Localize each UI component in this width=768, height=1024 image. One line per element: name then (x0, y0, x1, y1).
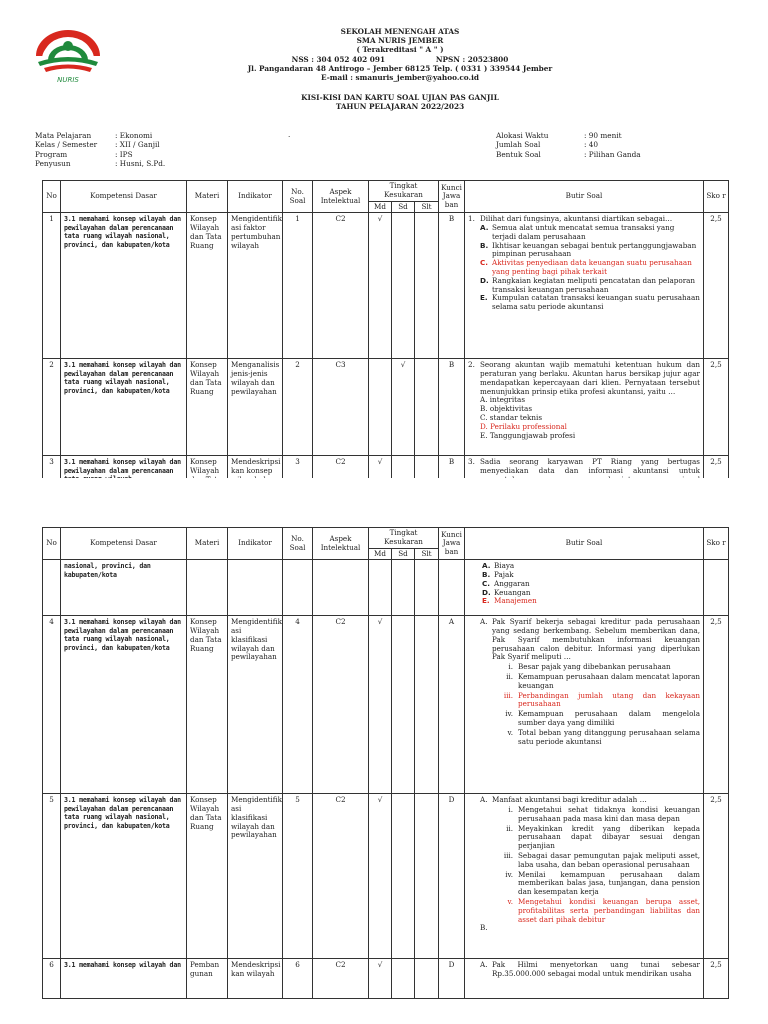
cell-indikator (228, 560, 283, 616)
cell-indikator: Mengidentifik asi klasifikasi wilayah dan pewilayahan (228, 616, 283, 794)
kisi-kisi-table (42, 180, 729, 505)
title-line: TAHUN PELAJARAN 2022/2023 (335, 102, 465, 112)
cell-materi: Konsep Wilayah (187, 456, 228, 505)
cell-kompetensi: nasional, provinci, dan kabupaten/kota (61, 560, 187, 616)
statement-ii (498, 673, 700, 691)
cell-skor: 2,5 (704, 794, 729, 959)
statement-iii-correct (498, 692, 700, 710)
table-row (43, 213, 729, 359)
school-line: E-mail : smanuris_jember@yahoo.co.id (321, 72, 479, 82)
statement-text: Besar pajak yang dibebankan perusahaan (518, 662, 671, 672)
cell-aspek: C2 (313, 213, 369, 359)
option-letter: A. (480, 223, 489, 233)
cell-kompetensi: 3.1 memahami konsep wilayah dan pewilayahan dalam perencanaan tata ruang wilayah nasional, provinci, dan kabupaten/kota (61, 616, 187, 794)
table-row (43, 560, 729, 616)
kisi-kisi-table-continued (42, 527, 729, 999)
question-text: Pak Syarif bekerja sebagai kreditur pada perusahaan yang sedang berkembang. Sebelum memberikan dana, Pak Syarif membutuhkan informasi keuangan perusahaan calon debitur. Informasi yang diperlukan Pak Syarif meliputi … (492, 617, 700, 662)
cell-skor: 2,5 (704, 359, 729, 456)
col-tingkat: Tingkat Kesukaran (369, 528, 439, 549)
statement-i (498, 663, 700, 672)
option-a (480, 224, 700, 242)
col-materi: Materi (187, 528, 228, 560)
cell-materi: Konsep Wilayah dan Tata Ruang (187, 359, 228, 456)
school-line: Jl. Pangandaran 48 Antirogo – Jember 68125 Telp. ( 0331 ) 339544 Jember (247, 63, 553, 73)
cell-no: 6 (43, 959, 61, 999)
table-row (43, 959, 729, 999)
cell-no: 5 (43, 794, 61, 959)
cell-slt (415, 616, 439, 794)
statement-text: Perbandingan jumlah utang dan kekayaan perusahaan (518, 690, 700, 709)
statement-v-correct (498, 898, 700, 924)
col-no-soal: No. Soal (283, 181, 313, 213)
meta-row (496, 140, 641, 149)
col-kunci: Kunci Jawa ban (439, 181, 465, 213)
cell-indikator: Mengidentifik asi klasifikasi wilayah dan pewilayahan (228, 794, 283, 959)
meta-row (496, 131, 641, 140)
statement-text: Mengetahui kondisi keuangan berupa asset, profitabilitas serta perbandingan liabilitas dan asset dari pihak debitur (518, 896, 700, 924)
cell-kunci: B (439, 456, 465, 505)
statement-ii (498, 825, 700, 851)
cell-no-soal: 2 (283, 359, 313, 456)
meta-left (35, 131, 305, 169)
statement-text: Total beban yang ditanggung perusahaan selama satu periode akuntansi (518, 727, 700, 746)
cell-aspek: C2 (313, 794, 369, 959)
option-text: Biaya (494, 561, 515, 571)
col-no: No (43, 528, 61, 560)
cell-no (43, 560, 61, 616)
meta-row (35, 159, 305, 168)
cell-butir-soal (465, 959, 704, 999)
question (480, 618, 700, 662)
cell-kompetensi: 3.1 memahami konsep wilayah dan pewilayahan dalam perencanaan (61, 456, 187, 505)
option-text: Pajak (494, 570, 514, 580)
cell-aspek: C2 (313, 959, 369, 999)
meta-row (35, 131, 305, 140)
cell-butir-soal (465, 213, 704, 359)
cell-no-soal (283, 560, 313, 616)
option-a: A. integritas (480, 395, 526, 405)
cell-sd (392, 794, 415, 959)
option-letter: B. (480, 240, 489, 250)
col-md: Md (369, 548, 392, 560)
col-butir: Butir Soal (465, 528, 704, 560)
option-e (480, 294, 700, 312)
cell-sd (392, 616, 415, 794)
option-c-correct (480, 259, 700, 277)
statement-number: iv. (505, 709, 513, 719)
cell-aspek (313, 560, 369, 616)
col-slt: Slt (415, 548, 439, 560)
col-aspek: Aspek Intelektual (313, 181, 369, 213)
table-row (43, 359, 729, 456)
statement-iv (498, 710, 700, 728)
option-b (480, 242, 700, 260)
question-number: A. (480, 960, 488, 970)
header-row (43, 181, 729, 202)
cell-sd (392, 213, 415, 359)
cell-aspek: C2 (313, 456, 369, 505)
option-d-correct: D. Perilaku professional (480, 421, 567, 431)
school-line: NSS : 304 052 402 091 NPSN : 20523800 (291, 54, 509, 64)
cell-sd (392, 560, 415, 616)
cell-kunci: B (439, 213, 465, 359)
cell-indikator: Mengidentifik asi faktor pertumbuhan wilayah (228, 213, 283, 359)
question (480, 796, 700, 805)
cell-no-soal: 1 (283, 213, 313, 359)
option-text: Kumpulan catatan transaksi keuangan suatu perusahaan selama satu periode akuntansi (492, 293, 700, 312)
col-sd: Sd (392, 201, 415, 213)
question-text: Dilihat dari fungsinya, akuntansi diartikan sebagai… (480, 214, 673, 224)
statement-text: Kemampuan perusahaan dalam mengelola sumber daya yang dimiliki (518, 709, 700, 727)
cell-no: 3 (43, 456, 61, 505)
meta-value: : 90 menit (584, 131, 622, 140)
question-text: Sadia seorang karyawan PT Riang yang bertugas menyediakan data dan informasi akuntansi untuk (480, 457, 700, 476)
meta-row (35, 150, 305, 159)
page-1 (0, 0, 768, 478)
col-butir: Butir Soal (465, 181, 704, 213)
col-aspek: Aspek Intelektual (313, 528, 369, 560)
school-line: SEKOLAH MENENGAH ATAS (340, 27, 460, 36)
cell-kunci: B (439, 359, 465, 456)
question-text: Pak Hilmi menyetorkan uang tunai sebesar Rp.35.000.000 sebagai modal untuk mendirikan usaha (492, 960, 700, 979)
statement-number: v. (507, 896, 513, 906)
statement-number: ii. (506, 823, 513, 833)
cell-materi: Konsep Wilayah dan Tata Ruang (187, 213, 228, 359)
statement-v (498, 729, 700, 747)
meta-label: Program (35, 149, 68, 159)
question (480, 961, 700, 979)
cell-kunci: D (439, 794, 465, 959)
option-letter: C. (482, 578, 491, 588)
statement-text: Meyakinkan kredit yang diberikan kepada perusahaan dapat dibayar sesuai dengan perjanjian (518, 823, 700, 851)
meta-label: Kelas / Semester (35, 140, 98, 150)
meta-dot: . (288, 130, 291, 139)
question-number: A. (480, 617, 488, 627)
cell-no: 1 (43, 213, 61, 359)
option-letter: E. (480, 293, 488, 303)
cell-butir-soal (465, 359, 704, 456)
cell-slt (415, 359, 439, 456)
cell-md: √ (369, 959, 392, 999)
col-skor: Sko r (704, 528, 729, 560)
meta-label: Penyusun (35, 159, 71, 169)
meta-value: : Pilihan Ganda (584, 149, 641, 159)
cell-kompetensi: 3.1 memahami konsep wilayah dan (61, 959, 187, 999)
cell-skor: 2,5 (704, 456, 729, 505)
cell-butir-soal (465, 560, 704, 616)
option-letter: A. (482, 561, 491, 571)
cell-md (369, 560, 392, 616)
cell-sd (392, 959, 415, 999)
meta-label: Jumlah Soal (496, 140, 541, 150)
cell-kunci: D (439, 959, 465, 999)
cell-sd: √ (392, 359, 415, 456)
statement-text: Kemampuan perusahaan dalam mencatat laporan keuangan (518, 672, 700, 690)
cell-indikator: Mendeskripsi kan konsep (228, 456, 283, 505)
col-indikator: Indikator (228, 528, 283, 560)
statement-text: Sebagai dasar pemungutan pajak meliputi asset, laba usaha, dan beban operasional perusahaan (518, 851, 700, 869)
title-line: KISI-KISI DAN KARTU SOAL UJIAN PAS GANJIL (301, 93, 499, 102)
document-title (200, 93, 600, 111)
cell-aspek: C2 (313, 616, 369, 794)
meta-value: : XII / Ganjil (115, 140, 160, 150)
cell-no-soal: 6 (283, 959, 313, 999)
col-kompetensi: Kompetensi Dasar (61, 528, 187, 560)
statement-text: Menilai kemampuan perusahaan dalam memberikan balas jasa, tunjangan, dana pension dan kesempatan kerja (518, 869, 700, 897)
cell-no: 4 (43, 616, 61, 794)
table-row (43, 616, 729, 794)
option-text: Aktivitas penyediaan data keuangan suatu perusahaan yang penting bagi pihak terkait (492, 258, 692, 277)
statement-number: iii. (503, 690, 513, 700)
meta-value: : Ekonomi (115, 131, 153, 140)
meta-row (496, 150, 641, 159)
question-number: 3. (468, 457, 475, 467)
school-identity (200, 27, 600, 82)
statement-iv (498, 871, 700, 897)
cell-skor: 2,5 (704, 213, 729, 359)
school-line: SMA NURIS JEMBER (356, 36, 444, 46)
option-e: E. Tanggungjawab profesi (480, 430, 576, 440)
col-no-soal: No. Soal (283, 528, 313, 560)
header-row (43, 528, 729, 549)
question-number: A. (480, 795, 488, 805)
statement-number: i. (508, 805, 513, 815)
logo-lettering: NURIS (57, 76, 79, 84)
school-logo (30, 26, 106, 86)
col-tingkat: Tingkat Kesukaran (369, 181, 439, 202)
statement-i (498, 806, 700, 824)
meta-value: : 40 (584, 140, 599, 150)
option-letter: B. (482, 570, 491, 580)
cell-md: √ (369, 794, 392, 959)
option-text: Anggaran (494, 578, 530, 588)
option-text: Manajemen (494, 596, 537, 606)
col-no: No (43, 181, 61, 213)
cell-aspek: C3 (313, 359, 369, 456)
cell-kompetensi: 3.1 memahami konsep wilayah dan pewilayahan dalam perencanaan tata ruang wilayah nasional, provinci, dan kabupaten/kota (61, 794, 187, 959)
col-indikator: Indikator (228, 181, 283, 213)
option-text: Keuangan (494, 587, 531, 597)
col-skor: Sko r (704, 181, 729, 213)
table-row (43, 794, 729, 959)
cell-kunci (439, 560, 465, 616)
cell-md (369, 359, 392, 456)
cell-kunci: A (439, 616, 465, 794)
option-c: C. standar teknis (480, 413, 543, 423)
cell-no: 2 (43, 359, 61, 456)
statement-number: iv. (505, 869, 513, 879)
cell-no-soal: 5 (283, 794, 313, 959)
cell-md: √ (369, 616, 392, 794)
col-kunci: Kunci Jawa ban (439, 528, 465, 560)
cell-slt (415, 213, 439, 359)
cell-kompetensi: 3.1 memahami konsep wilayah dan pewilayahan dalam perencanaan tata ruang wilayah nasional, provinci, dan kabupaten/kota (61, 213, 187, 359)
option-text: Rangkaian kegiatan meliputi pencatatan dan pelaporan transaksi keuangan perusahaan (492, 275, 696, 294)
question-number: 1. (468, 214, 475, 224)
cell-butir-soal (465, 794, 704, 959)
meta-value: : IPS (115, 149, 133, 159)
meta-label: Mata Pelajaran (35, 131, 92, 140)
cell-md: √ (369, 213, 392, 359)
col-sd: Sd (392, 548, 415, 560)
cell-slt (415, 560, 439, 616)
trailing-option-b: B. (480, 923, 488, 933)
question-number: 2. (468, 360, 475, 370)
col-kompetensi: Kompetensi Dasar (61, 181, 187, 213)
statement-number: i. (508, 662, 513, 672)
cell-skor: 2,5 (704, 616, 729, 794)
col-slt: Slt (415, 201, 439, 213)
col-materi: Materi (187, 181, 228, 213)
cell-md: √ (369, 456, 392, 505)
option-letter: D. (482, 587, 491, 597)
school-line: ( Terakreditasi " A " ) (356, 45, 444, 55)
cell-kompetensi: 3.1 memahami konsep wilayah dan pewilayahan dalam perencanaan tata ruang wilayah nasional, provinci, dan kabupaten/kota (61, 359, 187, 456)
cell-materi: Pemban gunan (187, 959, 228, 999)
cell-slt (415, 794, 439, 959)
option-letter: E. (482, 596, 490, 606)
col-md: Md (369, 201, 392, 213)
cell-slt (415, 959, 439, 999)
cell-no-soal: 3 (283, 456, 313, 505)
cell-skor (704, 560, 729, 616)
statement-number: iii. (503, 851, 513, 861)
option-text: Semua alat untuk mencatat semua transaksi yang terjadi dalam perusahaan (492, 223, 675, 241)
meta-value: : Husni, S.Pd. (115, 159, 166, 169)
statement-number: ii. (506, 672, 513, 682)
option-letter: C. (480, 258, 489, 268)
option-a (482, 562, 700, 571)
meta-right (496, 131, 641, 159)
cell-skor: 2,5 (704, 959, 729, 999)
option-b: B. objektivitas (480, 404, 533, 414)
cell-no-soal: 4 (283, 616, 313, 794)
option-d (480, 277, 700, 295)
meta-label: Alokasi Waktu (496, 131, 549, 140)
cell-butir-soal (465, 616, 704, 794)
question-text: Manfaat akuntansi bagi kreditur adalah … (492, 795, 647, 805)
page-2 (0, 522, 768, 1024)
statement-iii (498, 852, 700, 870)
question-text: Seorang akuntan wajib mematuhi ketentuan hukum dan peraturan yang berlaku. Akuntan harus bersikap jujur agar mendapatkan kepercayaan dari klien. Pernyataan tersebut menunjukkan prinsip etika profesi akuntansi, yaitu … (480, 360, 700, 396)
meta-label: Bentuk Soal (496, 149, 541, 159)
statement-number: v. (507, 727, 513, 737)
option-letter: D. (480, 275, 489, 285)
question (468, 361, 700, 396)
option-e-correct (482, 597, 700, 606)
option-text: Ikhtisar keuangan sebagai bentuk pertanggungjawaban pimpinan perusahaan (492, 240, 697, 259)
statement-text: Mengetahui sehat tidaknya kondisi keuangan perusahaan pada masa kini dan masa depan (518, 805, 700, 823)
cell-materi: Konsep Wilayah dan Tata Ruang (187, 616, 228, 794)
cell-indikator: Mendeskripsi kan wilayah (228, 959, 283, 999)
meta-row (35, 140, 305, 149)
cell-indikator: Menganalisis jenis-jenis wilayah dan pewilayahan (228, 359, 283, 456)
cell-materi: Konsep Wilayah dan Tata Ruang (187, 794, 228, 959)
page-gap (0, 478, 768, 522)
cell-materi (187, 560, 228, 616)
